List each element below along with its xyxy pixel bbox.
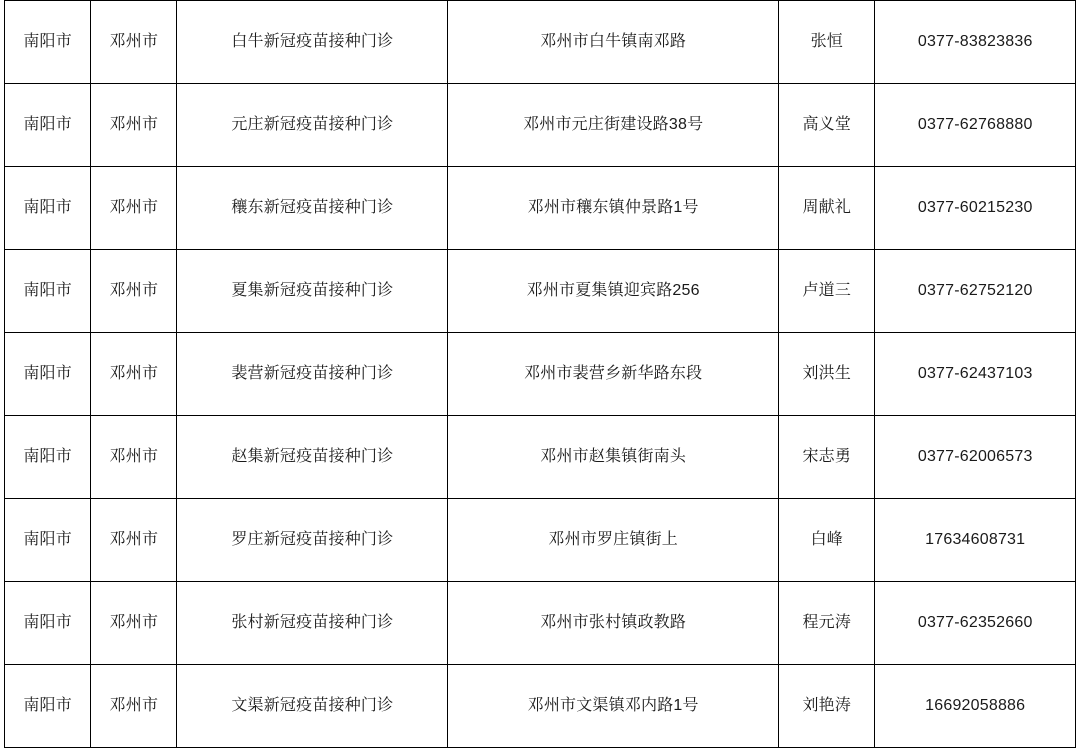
cell-address: 邓州市罗庄镇街上 — [448, 499, 779, 582]
cell-clinic: 夏集新冠疫苗接种门诊 — [177, 250, 448, 333]
vaccination-clinic-table — [4, 0, 1076, 748]
cell-phone: 0377-83823836 — [875, 1, 1076, 84]
cell-contact: 卢道三 — [779, 250, 875, 333]
cell-county: 邓州市 — [91, 582, 177, 665]
cell-city: 南阳市 — [5, 84, 91, 167]
cell-contact: 程元涛 — [779, 582, 875, 665]
cell-phone: 0377-62768880 — [875, 84, 1076, 167]
cell-county: 邓州市 — [91, 333, 177, 416]
table-body — [5, 1, 1076, 748]
cell-county: 邓州市 — [91, 250, 177, 333]
cell-city: 南阳市 — [5, 333, 91, 416]
cell-address: 邓州市赵集镇街南头 — [448, 416, 779, 499]
cell-clinic: 元庄新冠疫苗接种门诊 — [177, 84, 448, 167]
cell-address: 邓州市白牛镇南邓路 — [448, 1, 779, 84]
cell-phone: 17634608731 — [875, 499, 1076, 582]
cell-clinic: 穰东新冠疫苗接种门诊 — [177, 167, 448, 250]
cell-contact: 刘艳涛 — [779, 665, 875, 748]
table-row — [5, 1, 1076, 84]
table-row — [5, 665, 1076, 748]
cell-phone: 0377-62752120 — [875, 250, 1076, 333]
cell-phone: 16692058886 — [875, 665, 1076, 748]
cell-address: 邓州市裴营乡新华路东段 — [448, 333, 779, 416]
cell-phone: 0377-62352660 — [875, 582, 1076, 665]
cell-phone: 0377-62437103 — [875, 333, 1076, 416]
cell-contact: 宋志勇 — [779, 416, 875, 499]
cell-clinic: 罗庄新冠疫苗接种门诊 — [177, 499, 448, 582]
table-row — [5, 167, 1076, 250]
cell-contact: 刘洪生 — [779, 333, 875, 416]
cell-city: 南阳市 — [5, 665, 91, 748]
table-row — [5, 499, 1076, 582]
cell-clinic: 白牛新冠疫苗接种门诊 — [177, 1, 448, 84]
cell-county: 邓州市 — [91, 167, 177, 250]
cell-clinic: 裴营新冠疫苗接种门诊 — [177, 333, 448, 416]
table-row — [5, 416, 1076, 499]
cell-phone: 0377-60215230 — [875, 167, 1076, 250]
table-row — [5, 582, 1076, 665]
cell-clinic: 赵集新冠疫苗接种门诊 — [177, 416, 448, 499]
table-row — [5, 84, 1076, 167]
table-row — [5, 250, 1076, 333]
cell-city: 南阳市 — [5, 499, 91, 582]
table-row — [5, 333, 1076, 416]
cell-city: 南阳市 — [5, 1, 91, 84]
cell-city: 南阳市 — [5, 250, 91, 333]
cell-address: 邓州市穰东镇仲景路1号 — [448, 167, 779, 250]
cell-address: 邓州市元庄街建设路38号 — [448, 84, 779, 167]
cell-city: 南阳市 — [5, 582, 91, 665]
cell-contact: 张恒 — [779, 1, 875, 84]
cell-county: 邓州市 — [91, 665, 177, 748]
cell-city: 南阳市 — [5, 416, 91, 499]
cell-address: 邓州市文渠镇邓内路1号 — [448, 665, 779, 748]
cell-contact: 周献礼 — [779, 167, 875, 250]
cell-county: 邓州市 — [91, 499, 177, 582]
cell-contact: 高义堂 — [779, 84, 875, 167]
cell-county: 邓州市 — [91, 416, 177, 499]
cell-city: 南阳市 — [5, 167, 91, 250]
cell-clinic: 文渠新冠疫苗接种门诊 — [177, 665, 448, 748]
cell-phone: 0377-62006573 — [875, 416, 1076, 499]
cell-contact: 白峰 — [779, 499, 875, 582]
cell-clinic: 张村新冠疫苗接种门诊 — [177, 582, 448, 665]
cell-county: 邓州市 — [91, 84, 177, 167]
cell-address: 邓州市张村镇政教路 — [448, 582, 779, 665]
cell-county: 邓州市 — [91, 1, 177, 84]
cell-address: 邓州市夏集镇迎宾路256 — [448, 250, 779, 333]
